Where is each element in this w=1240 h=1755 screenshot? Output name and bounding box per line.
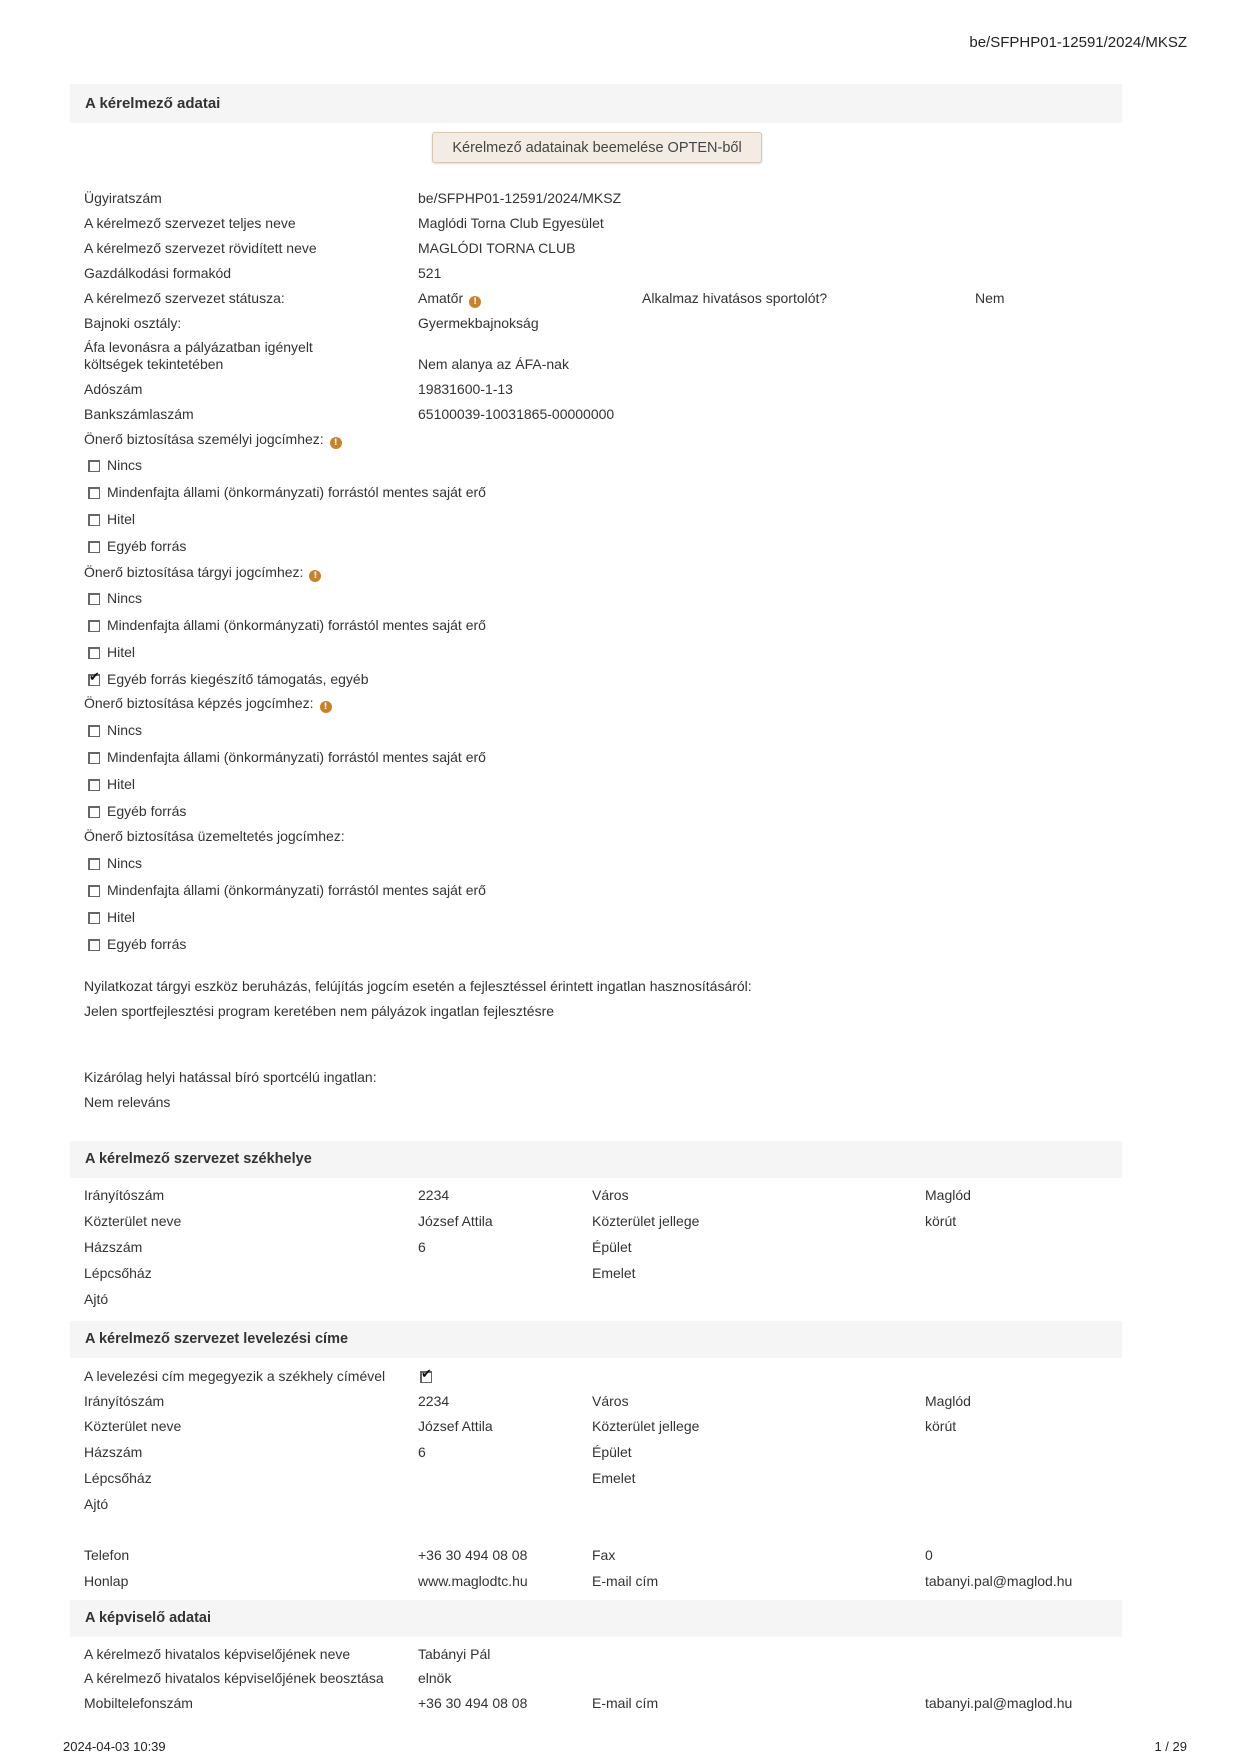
rep-position-value: elnök [418,1670,452,1686]
form-code-label: Gazdálkodási formakód [84,265,232,281]
page-number: 1 / 29 [1154,1739,1187,1754]
property-declaration-value: Jelen sportfejlesztési program keretében nem pályázok ingatlan fejlesztésre [84,1003,555,1019]
info-icon[interactable]: ! [309,570,321,582]
option-label: Mindenfajta állami (önkormányzati) forrástól mentes saját erő [107,484,486,500]
rep-email-label: E-mail cím [592,1695,659,1711]
option-label: Nincs [107,722,143,738]
option-label: Hitel [107,644,136,660]
option-label: Egyéb forrás [107,936,187,952]
fax-label: Fax [592,1547,616,1563]
mailing-city-value: Maglód [925,1393,971,1409]
checkbox-personal-own[interactable] [88,487,100,499]
seat-stair-label: Lépcsőház [84,1265,152,1281]
checkbox-asset-other[interactable] [88,674,100,686]
mailing-same-checkbox[interactable] [420,1371,432,1383]
checkbox-operation-other[interactable] [88,939,100,951]
fax-value: 0 [925,1547,933,1563]
mailing-street-label: Közterület neve [84,1418,182,1434]
option-label: Egyéb forrás [107,803,187,819]
vat-label-line2: költségek tekintetében [84,356,224,372]
mailing-stair-label: Lépcsőház [84,1470,152,1486]
pro-athlete-value: Nem [975,290,1005,306]
checkbox-operation-loan[interactable] [88,912,100,924]
seat-house-label: Házszám [84,1239,143,1255]
website-value: www.maglodtc.hu [418,1573,528,1589]
option-label: Mindenfajta állami (önkormányzati) forrástól mentes saját erő [107,882,486,898]
seat-floor-label: Emelet [592,1265,636,1281]
seat-city-label: Város [592,1187,629,1203]
seat-house-value: 6 [418,1239,426,1255]
full-name-value: Maglódi Torna Club Egyesület [418,215,604,231]
bank-account-value: 65100039-10031865-00000000 [418,406,615,422]
option-label: Nincs [107,457,143,473]
seat-street-type-label: Közterület jellege [592,1213,700,1229]
own-funds-asset-title-wrap [84,564,321,582]
case-number-label: Ügyiratszám [84,190,162,206]
info-icon[interactable]: ! [320,701,332,713]
checkbox-asset-loan[interactable] [88,647,100,659]
seat-building-label: Épület [592,1239,632,1255]
checkbox-personal-none[interactable] [88,460,100,472]
mailing-zip-value: 2234 [418,1393,450,1409]
option-label: Hitel [107,511,136,527]
option-label: Mindenfajta állami (önkormányzati) forrástól mentes saját erő [107,617,486,633]
website-label: Honlap [84,1573,129,1589]
email-label: E-mail cím [592,1573,659,1589]
option-label: Hitel [107,909,136,925]
bank-account-label: Bankszámlaszám [84,406,194,422]
seat-street-label: Közterület neve [84,1213,182,1229]
mailing-street-value: József Attila [418,1418,493,1434]
checkbox-asset-none[interactable] [88,593,100,605]
option-label: Mindenfajta állami (önkormányzati) forrástól mentes saját erő [107,749,486,765]
own-funds-personal-title-wrap [84,431,342,449]
seat-zip-value: 2234 [418,1187,450,1203]
option-label: Nincs [107,855,143,871]
option-label: Egyéb forrás [107,538,187,554]
own-funds-training-title-wrap [84,695,332,713]
info-icon[interactable]: ! [330,437,342,449]
seat-city-value: Maglód [925,1187,971,1203]
mailing-floor-label: Emelet [592,1470,636,1486]
own-funds-personal-title: Önerő biztosítása személyi jogcímhez: [84,431,324,447]
short-name-value: MAGLÓDI TORNA CLUB [418,240,576,256]
section-title-mailing: A kérelmező szervezet levelezési címe [70,1321,1122,1358]
option-label: Hitel [107,776,136,792]
local-property-value: Nem releváns [84,1094,171,1110]
vat-value: Nem alanya az ÁFA-nak [418,356,569,372]
tax-number-value: 19831600-1-13 [418,381,513,397]
checkbox-operation-own[interactable] [88,885,100,897]
mailing-house-label: Házszám [84,1444,143,1460]
checkbox-training-own[interactable] [88,752,100,764]
checkbox-training-none[interactable] [88,725,100,737]
phone-value: +36 30 494 08 08 [418,1547,528,1563]
option-label: Nincs [107,590,143,606]
seat-street-value: József Attila [418,1213,493,1229]
local-property-label: Kizárólag helyi hatással bíró sportcélú ingatlan: [84,1069,377,1085]
checkbox-training-other[interactable] [88,806,100,818]
email-value: tabanyi.pal@maglod.hu [925,1573,1073,1589]
mailing-same-label: A levelezési cím megegyezik a székhely címével [84,1368,386,1384]
phone-label: Telefon [84,1547,130,1563]
info-icon[interactable]: ! [469,296,481,308]
seat-door-label: Ajtó [84,1291,109,1307]
status-label: A kérelmező szervezet státusza: [84,290,285,306]
mailing-city-label: Város [592,1393,629,1409]
mailing-street-type-label: Közterület jellege [592,1418,700,1434]
status-value-wrap [418,290,481,308]
own-funds-asset-title: Önerő biztosítása tárgyi jogcímhez: [84,564,304,580]
rep-email-value: tabanyi.pal@maglod.hu [925,1695,1073,1711]
document-id: be/SFPHP01-12591/2024/MKSZ [969,34,1187,51]
league-value: Gyermekbajnokság [418,315,539,331]
seat-street-type-value: körút [925,1213,957,1229]
short-name-label: A kérelmező szervezet rövidített neve [84,240,317,256]
own-funds-training-title: Önerő biztosítása képzés jogcímhez: [84,695,314,711]
checkbox-operation-none[interactable] [88,858,100,870]
rep-position-label: A kérelmező hivatalos képviselőjének beosztása [84,1670,384,1686]
rep-mobile-label: Mobiltelefonszám [84,1695,193,1711]
footer-timestamp: 2024-04-03 10:39 [63,1739,166,1754]
rep-mobile-value: +36 30 494 08 08 [418,1695,528,1711]
option-label: Egyéb forrás kiegészítő támogatás, egyéb [107,671,369,687]
form-code-value: 521 [418,265,442,281]
section-title-applicant: A kérelmező adatai [70,84,1122,123]
mailing-zip-label: Irányítószám [84,1393,165,1409]
full-name-label: A kérelmező szervezet teljes neve [84,215,296,231]
rep-name-label: A kérelmező hivatalos képviselőjének neve [84,1646,351,1662]
checkbox-training-loan[interactable] [88,779,100,791]
mailing-door-label: Ajtó [84,1496,109,1512]
property-declaration-label: Nyilatkozat tárgyi eszköz beruházás, felújítás jogcím esetén a fejlesztéssel érintett ingatlan hasznosításáról: [84,978,752,994]
mailing-house-value: 6 [418,1444,426,1460]
pro-athlete-label: Alkalmaz hivatásos sportolót? [642,290,828,306]
section-title-seat: A kérelmező szervezet székhelye [70,1141,1122,1178]
mailing-building-label: Épület [592,1444,632,1460]
checkbox-personal-other[interactable] [88,541,100,553]
own-funds-operation-title: Önerő biztosítása üzemeltetés jogcímhez: [84,828,345,844]
seat-zip-label: Irányítószám [84,1187,165,1203]
opten-import-button[interactable]: Kérelmező adatainak beemelése OPTEN-ből [432,132,762,163]
mailing-street-type-value: körút [925,1418,957,1434]
league-label: Bajnoki osztály: [84,315,182,331]
case-number-value: be/SFPHP01-12591/2024/MKSZ [418,190,622,206]
vat-label-line1: Áfa levonásra a pályázatban igényelt [84,339,313,355]
status-value: Amatőr [418,290,464,306]
rep-name-value: Tabányi Pál [418,1646,491,1662]
checkbox-personal-loan[interactable] [88,514,100,526]
section-title-representative: A képviselő adatai [70,1600,1122,1637]
tax-number-label: Adószám [84,381,143,397]
checkbox-asset-own[interactable] [88,620,100,632]
